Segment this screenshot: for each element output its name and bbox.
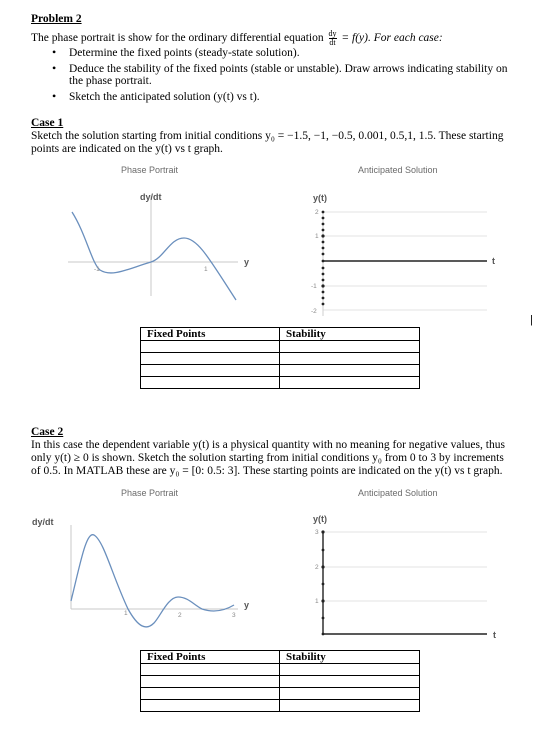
case2-phase-portrait[interactable]: [28, 505, 260, 635]
case1-phase-curve: [72, 212, 236, 300]
solution-tick-1: 1: [315, 598, 319, 605]
stability-cell[interactable]: [280, 676, 420, 688]
fixed-point-cell[interactable]: [141, 688, 280, 700]
problem-title: Problem 2: [31, 13, 82, 25]
header-fixed-points: Fixed Points: [141, 651, 280, 664]
text-cursor: |: [530, 314, 533, 326]
bullet-icon: •: [52, 45, 57, 59]
solution-tick-1: 1: [315, 233, 319, 240]
fraction-denominator: dt: [329, 38, 336, 47]
phase-xlabel: y: [244, 257, 250, 267]
table-row: [141, 341, 420, 353]
phase-tick-1: 1: [124, 610, 128, 617]
intro-text: The phase portrait is show for the ordinary differential equation: [31, 32, 324, 45]
stability-cell[interactable]: [280, 365, 420, 377]
table-row: [141, 688, 420, 700]
table-row: [141, 365, 420, 377]
stability-cell[interactable]: [280, 688, 420, 700]
case1-fixed-points-table: [140, 327, 420, 389]
stability-cell[interactable]: [280, 664, 420, 676]
stability-cell[interactable]: [280, 353, 420, 365]
fixed-point-cell[interactable]: [141, 365, 280, 377]
fixed-point-cell[interactable]: [141, 700, 280, 712]
solution-tick-neg1: -1: [311, 283, 317, 290]
solution-tick-neg2: -2: [311, 308, 317, 315]
table-header-row: [141, 651, 420, 664]
phase-ylabel: dy/dt: [32, 517, 54, 527]
phase-xlabel: y: [244, 600, 250, 610]
case1-phase-portrait[interactable]: [60, 182, 270, 302]
case1-instructions-2: points are indicated on the y(t) vs t graph.: [31, 143, 223, 155]
case2-instructions-3: of 0.5. In MATLAB these are y₀ = [0: 0.5: 3]. These starting points are indicated on the y(t) vs t graph.: [31, 465, 503, 477]
fixed-point-cell[interactable]: [141, 377, 280, 389]
case2-solution-graph[interactable]: [305, 510, 510, 642]
solution-tick-3: 3: [315, 529, 319, 536]
bullet-item: Determine the fixed points (steady-state solution).: [69, 47, 300, 59]
header-stability: Stability: [280, 651, 420, 664]
case1-phase-caption: Phase Portrait: [121, 165, 179, 175]
case1-solution-caption: Anticipated Solution: [358, 165, 438, 175]
table-row: [141, 377, 420, 389]
solution-xlabel: t: [492, 256, 495, 266]
table-row: [141, 676, 420, 688]
case2-fixed-points-table: [140, 650, 420, 712]
intro-fraction: [329, 30, 337, 47]
case2-instructions: In this case the dependent variable y(t) is a physical quantity with no meaning for negative values, thus: [31, 439, 505, 451]
case1-solution-graph[interactable]: [305, 186, 510, 324]
fixed-point-cell[interactable]: [141, 676, 280, 688]
case2-phase-curve: [71, 535, 234, 627]
bullet-icon: •: [52, 89, 57, 103]
solution-xlabel: t: [493, 630, 496, 640]
intro-text-after: = f(y). For each case:: [341, 32, 443, 45]
bullet-item-continued: the phase portrait.: [69, 75, 152, 87]
stability-cell[interactable]: [280, 377, 420, 389]
phase-tick-neg1: -1: [94, 266, 100, 273]
fraction-numerator: dy: [328, 29, 337, 38]
header-stability: Stability: [280, 328, 420, 341]
bullet-item: Deduce the stability of the fixed points (stable or unstable). Draw arrows indicating stability on: [69, 63, 508, 75]
case2-instructions-2: only y(t) ≥ 0 is shown. Sketch the solution starting from initial conditions y₀ from 0 to 3 by increments: [31, 452, 504, 464]
stability-cell[interactable]: [280, 341, 420, 353]
case1-heading: Case 1: [31, 117, 64, 129]
solution-ylabel: y(t): [313, 514, 327, 524]
phase-ylabel: dy/dt: [140, 192, 162, 202]
phase-tick-2: 2: [178, 612, 182, 619]
solution-ylabel: y(t): [313, 193, 327, 203]
case2-phase-caption: Phase Portrait: [121, 488, 179, 498]
case2-heading: Case 2: [31, 426, 64, 438]
fixed-point-cell[interactable]: [141, 664, 280, 676]
table-row: [141, 700, 420, 712]
solution-grid: [323, 532, 487, 601]
phase-tick-3: 3: [232, 612, 236, 619]
case1-instructions: Sketch the solution starting from initial conditions y₀ = −1.5, −1, −0.5, 0.001, 0.5,1, 1.5. These starting: [31, 130, 504, 142]
solution-tick-2: 2: [315, 209, 319, 216]
bullet-icon: •: [52, 61, 57, 75]
table-row: [141, 353, 420, 365]
phase-tick-1: 1: [204, 266, 208, 273]
table-header-row: [141, 328, 420, 341]
fixed-point-cell[interactable]: [141, 341, 280, 353]
problem-intro: [31, 30, 443, 47]
case2-solution-caption: Anticipated Solution: [358, 488, 438, 498]
bullet-item: Sketch the anticipated solution (y(t) vs t).: [69, 91, 260, 103]
header-fixed-points: Fixed Points: [141, 328, 280, 341]
solution-tick-2: 2: [315, 564, 319, 571]
table-row: [141, 664, 420, 676]
fixed-point-cell[interactable]: [141, 353, 280, 365]
stability-cell[interactable]: [280, 700, 420, 712]
